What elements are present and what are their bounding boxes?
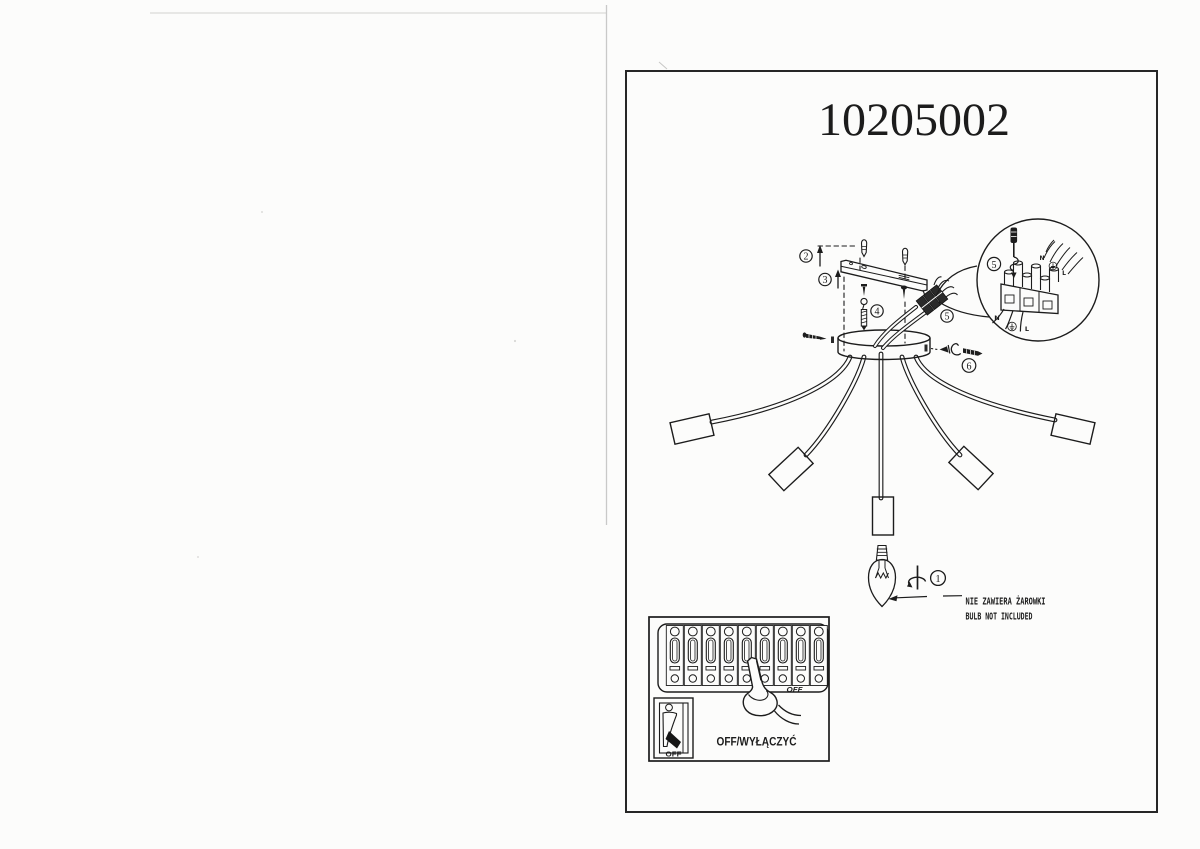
wire-label-l: L — [1024, 325, 1030, 333]
breaker-module — [792, 626, 809, 686]
breaker-row — [666, 626, 827, 686]
keyhole-slot — [925, 345, 928, 352]
page-title: 10205002 — [818, 94, 1010, 146]
callout-5-detail-label: 5 — [991, 259, 997, 271]
callout-3-label: 3 — [822, 275, 828, 287]
breaker-module — [810, 626, 827, 686]
callout-1-label: 1 — [935, 574, 941, 585]
wire-label-n: N — [994, 314, 1000, 322]
callout-5-label: 5 — [944, 311, 950, 323]
bulb-note-line2: BULB NOT INCLUDED — [965, 611, 1033, 623]
power-off-caption: OFF/WYŁĄCZYĆ — [716, 736, 808, 749]
breaker-module — [702, 626, 719, 686]
callout-4-label: 4 — [874, 306, 880, 318]
callout-2-label: 2 — [803, 251, 809, 263]
callout-6-label: 6 — [966, 361, 972, 373]
wall-switch — [654, 698, 693, 759]
bulb-note-line1: NIE ZAWIERA ŻAROWKI — [965, 596, 1080, 608]
breaker-module — [774, 626, 791, 686]
breaker-panel — [649, 617, 829, 761]
breaker-off-label: OFF — [786, 685, 803, 694]
breaker-module — [720, 626, 737, 686]
breaker-module — [684, 626, 701, 686]
wire-label-n: N — [1039, 255, 1045, 262]
wire-label-l: L — [1062, 270, 1066, 277]
switch-off-label: OFF — [665, 751, 683, 759]
breaker-module — [666, 626, 683, 686]
keyhole-slot — [831, 337, 834, 344]
